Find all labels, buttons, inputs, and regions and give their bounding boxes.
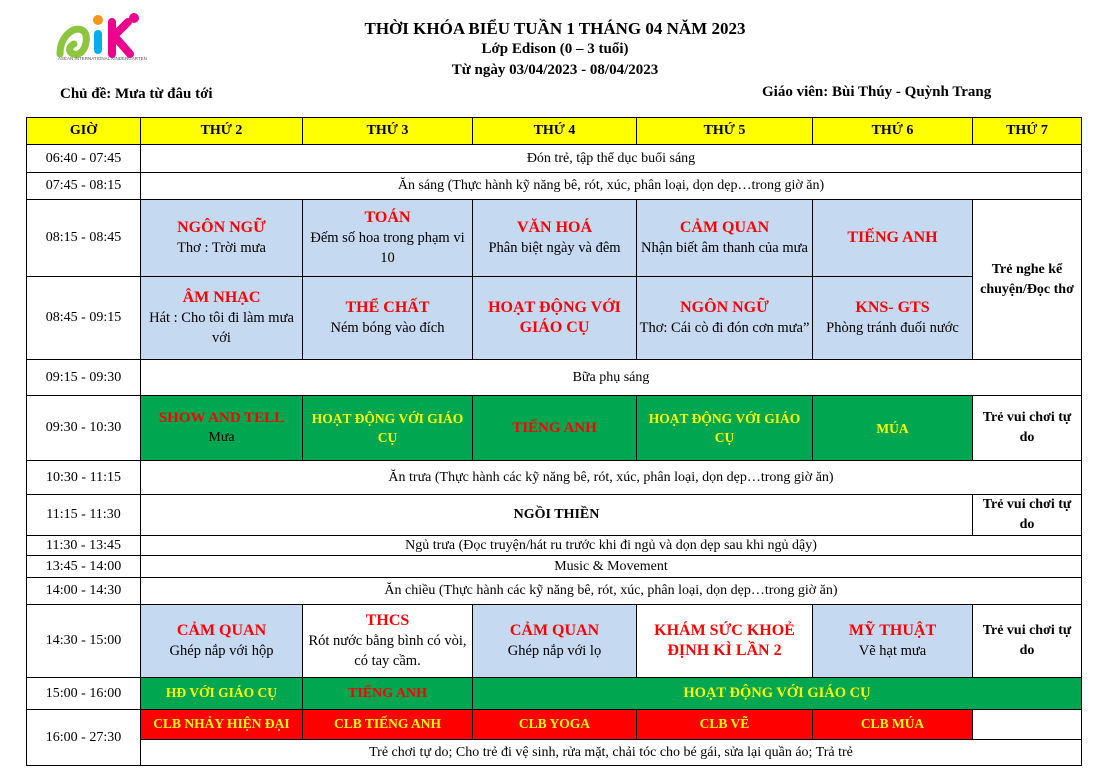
activity-cell <box>303 678 473 710</box>
merged-activity: Music & Movement <box>141 556 1082 578</box>
lesson-detail: Phân biệt ngày và đêm <box>488 240 621 256</box>
lesson-detail: Hát : Cho tôi đi làm mưa với <box>149 310 294 346</box>
club-name: CLB YOGA <box>518 716 591 731</box>
activity-cell <box>473 678 1082 710</box>
topic-label: Chủ đề: Mưa từ đâu tới <box>60 86 213 102</box>
saturday-activity: Trẻ vui chơi tự do <box>973 605 1082 678</box>
subject-name: CẢM QUAN <box>679 219 770 236</box>
table-row <box>27 710 1082 740</box>
subject-name: NGÔN NGỮ <box>177 219 266 236</box>
table-row <box>27 277 1082 360</box>
subject-name: MỸ THUẬT <box>848 622 937 639</box>
club-cell <box>141 710 303 740</box>
club-name: CLB NHẢY HIỆN ĐẠI <box>153 716 290 731</box>
lesson-cell <box>637 277 813 360</box>
club-cell <box>637 710 813 740</box>
header-row <box>27 118 1082 145</box>
activity-cell <box>303 396 473 461</box>
time-cell: 11:30 - 13:45 <box>27 536 141 556</box>
col-monday: THỨ 2 <box>141 118 303 145</box>
time-cell: 10:30 - 11:15 <box>27 461 141 495</box>
lesson-detail: Thơ: Cái cò đi đón cơn mưa” <box>639 320 810 336</box>
class-name: Lớp Edison (0 – 3 tuổi) <box>481 41 629 57</box>
empty-cell <box>973 710 1082 740</box>
subject-name: THCS <box>365 612 410 629</box>
table-row <box>27 396 1082 461</box>
lesson-cell <box>813 605 973 678</box>
subject-name: TIẾNG ANH <box>847 229 938 246</box>
table-row <box>27 678 1082 710</box>
time-cell: 09:30 - 10:30 <box>27 396 141 461</box>
table-row <box>27 578 1082 605</box>
document-header <box>300 18 810 81</box>
lesson-cell <box>813 277 973 360</box>
lesson-cell <box>473 277 637 360</box>
col-saturday: THỨ 7 <box>973 118 1082 145</box>
col-time: GIỜ <box>27 118 141 145</box>
time-cell: 14:30 - 15:00 <box>27 605 141 678</box>
col-tuesday: THỨ 3 <box>303 118 473 145</box>
subject-name: CẢM QUAN <box>176 622 267 639</box>
activity-cell <box>813 396 973 461</box>
subject-name: SHOW AND TELL <box>158 410 285 426</box>
time-cell: 11:15 - 11:30 <box>27 495 141 536</box>
table-row <box>27 740 1082 766</box>
saturday-activity: Trẻ vui chơi tự do <box>973 495 1082 536</box>
lesson-cell <box>303 200 473 277</box>
time-cell: 16:00 - 27:30 <box>27 710 141 766</box>
school-logo <box>56 8 156 64</box>
lesson-detail: Mưa <box>208 430 235 445</box>
merged-activity: Đón trẻ, tập thể dục buổi sáng <box>141 145 1082 173</box>
saturday-activity: Trẻ nghe kể chuyện/Đọc thơ <box>973 200 1082 360</box>
merged-activity: Ăn trưa (Thực hành các kỹ năng bê, rót, xúc, phân loại, dọn dẹp…trong giờ ăn) <box>141 461 1082 495</box>
activity-cell <box>473 396 637 461</box>
lesson-cell <box>141 277 303 360</box>
subject-name: TIẾNG ANH <box>512 419 597 436</box>
lesson-detail: Vẽ hạt mưa <box>858 643 927 659</box>
time-cell: 08:15 - 08:45 <box>27 200 141 277</box>
table-row <box>27 556 1082 578</box>
lesson-cell <box>473 200 637 277</box>
lesson-detail: Phòng tránh đuối nước <box>826 320 959 336</box>
date-range: Từ ngày 03/04/2023 - 08/04/2023 <box>451 62 659 78</box>
subject-name: HOẠT ĐỘNG VỚI GIÁO CỤ <box>311 411 464 445</box>
table-row <box>27 536 1082 556</box>
subject-name: HOẠT ĐỘNG VỚI GIÁO CỤ <box>488 299 621 336</box>
time-cell: 15:00 - 16:00 <box>27 678 141 710</box>
col-friday: THỨ 6 <box>813 118 973 145</box>
lesson-detail: Thơ : Trời mưa <box>177 240 266 256</box>
time-cell: 09:15 - 09:30 <box>27 360 141 396</box>
lesson-detail: Ghép nắp với lọ <box>507 643 602 659</box>
subject-name: NGÔN NGỮ <box>680 299 769 316</box>
lesson-cell <box>637 605 813 678</box>
activity-cell <box>637 396 813 461</box>
merged-activity: Trẻ chơi tự do; Cho trẻ đi vệ sinh, rửa mặt, chải tóc cho bé gái, sửa lại quần áo; Trả trẻ <box>141 740 1082 766</box>
club-cell <box>813 710 973 740</box>
subject-name: HOẠT ĐỘNG VỚI GIÁO CỤ <box>648 411 801 445</box>
lesson-detail: Rót nước bằng bình có vòi, có tay cầm. <box>308 633 467 669</box>
lesson-cell <box>303 605 473 678</box>
table-row <box>27 360 1082 396</box>
club-name: CLB TIẾNG ANH <box>333 716 442 731</box>
club-name: CLB VẼ <box>699 716 750 731</box>
table-row <box>27 145 1082 173</box>
table-row <box>27 605 1082 678</box>
lesson-cell <box>141 200 303 277</box>
time-cell: 13:45 - 14:00 <box>27 556 141 578</box>
table-row <box>27 461 1082 495</box>
subject-name: CẢM QUAN <box>509 622 600 639</box>
subject-name: MÚA <box>876 420 909 436</box>
subject-name: TOÁN <box>364 209 411 226</box>
time-cell: 08:45 - 09:15 <box>27 277 141 360</box>
subject-name: KHÁM SỨC KHOẺ ĐỊNH KÌ LẦN 2 <box>654 622 795 659</box>
club-cell <box>473 710 637 740</box>
activity-cell <box>141 678 303 710</box>
lesson-cell <box>473 605 637 678</box>
lesson-cell <box>141 605 303 678</box>
subject-name: VĂN HOÁ <box>516 219 593 236</box>
club-cell <box>303 710 473 740</box>
lesson-cell <box>637 200 813 277</box>
activity-cell <box>141 396 303 461</box>
lesson-cell <box>303 277 473 360</box>
logo-caption: ASEAN INTERNATIONAL KINDERGARTEN <box>58 56 147 61</box>
time-cell: 07:45 - 08:15 <box>27 173 141 200</box>
time-cell: 06:40 - 07:45 <box>27 145 141 173</box>
schedule-title: THỜI KHÓA BIỂU TUẦN 1 THÁNG 04 NĂM 2023 <box>364 19 746 38</box>
teachers-label: Giáo viên: Bùi Thúy - Quỳnh Trang <box>762 84 992 100</box>
timetable <box>26 117 1082 766</box>
subject-name: HOẠT ĐỘNG VỚI GIÁO CỤ <box>683 685 871 701</box>
lesson-cell <box>813 200 973 277</box>
col-thursday: THỨ 5 <box>637 118 813 145</box>
merged-activity: NGỒI THIỀN <box>141 495 973 536</box>
time-cell: 14:00 - 14:30 <box>27 578 141 605</box>
subject-name: ÂM NHẠC <box>182 289 261 306</box>
lesson-detail: Đếm số hoa trong phạm vi 10 <box>310 230 465 266</box>
table-row <box>27 495 1082 536</box>
lesson-detail: Nhận biết âm thanh của mưa <box>641 240 808 256</box>
club-name: CLB MÚA <box>860 716 925 731</box>
lesson-detail: Ném bóng vào đích <box>330 320 445 336</box>
saturday-activity: Trẻ vui chơi tự do <box>973 396 1082 461</box>
merged-activity: Bữa phụ sáng <box>141 360 1082 396</box>
subject-name: KNS- GTS <box>855 299 930 316</box>
subject-name: TIẾNG ANH <box>348 686 427 701</box>
merged-activity: Ăn sáng (Thực hành kỹ năng bê, rót, xúc, phân loại, dọn dẹp…trong giờ ăn) <box>141 173 1082 200</box>
merged-activity: Ngủ trưa (Đọc truyện/hát ru trước khi đi ngủ và dọn dẹp sau khi ngủ dậy) <box>141 536 1082 556</box>
lesson-detail: Ghép nắp với hộp <box>169 643 274 659</box>
table-row <box>27 200 1082 277</box>
subject-name: THỂ CHẤT <box>345 299 430 316</box>
table-row <box>27 173 1082 200</box>
col-wednesday: THỨ 4 <box>473 118 637 145</box>
merged-activity: Ăn chiều (Thực hành các kỹ năng bê, rót, xúc, phân loại, dọn dẹp…trong giờ ăn) <box>141 578 1082 605</box>
subject-name: HĐ VỚI GIÁO CỤ <box>165 685 278 700</box>
